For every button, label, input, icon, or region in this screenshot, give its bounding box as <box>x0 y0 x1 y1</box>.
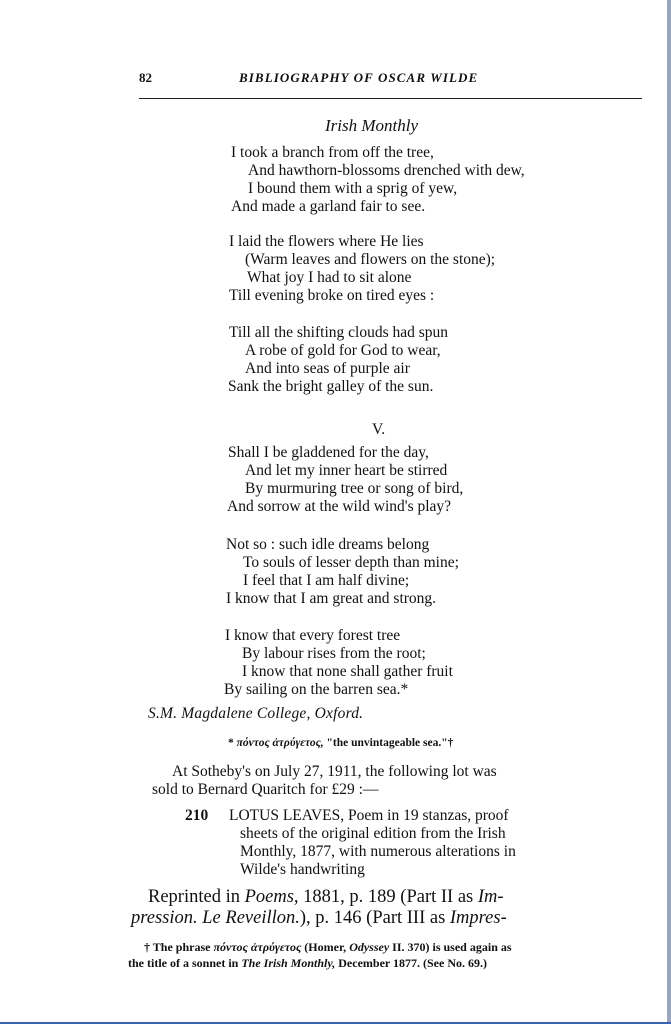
poem-line: A robe of gold for God to wear, <box>245 342 441 359</box>
poem-line: I know that I am great and strong. <box>226 590 437 607</box>
poem-line: Till evening broke on tired eyes : <box>229 287 435 304</box>
poem-line: And made a garland fair to see. <box>231 198 426 215</box>
sale-line-1: At Sotheby's on July 27, 1911, the following lot was <box>172 763 497 780</box>
poem-line: I laid the flowers where He lies <box>229 233 424 250</box>
lot-description: LOTUS LEAVES, Poem in 19 stanzas, proof <box>229 807 509 824</box>
lot-number: 210 <box>185 807 209 824</box>
lot-description: sheets of the original edition from the Irish <box>240 825 506 842</box>
poem-line: I feel that I am half divine; <box>243 572 410 589</box>
footnote-italic: The Irish Monthly, <box>241 956 336 970</box>
running-header <box>139 70 642 92</box>
poem-line: (Warm leaves and flowers on the stone); <box>245 251 496 268</box>
footnote-marker: * <box>228 737 234 749</box>
footnote-text: December 1877. (See No. 69.) <box>335 956 487 970</box>
poem-line: I bound them with a sprig of yew, <box>248 180 458 197</box>
page-number: 82 <box>139 70 152 85</box>
poem-line: I know that none shall gather fruit <box>242 663 453 680</box>
poem-line: By murmuring tree or song of bird, <box>245 480 464 497</box>
poem-line: Shall I be gladdened for the day, <box>228 444 429 461</box>
poem-line: And hawthorn-blossoms drenched with dew, <box>248 162 525 179</box>
sale-line-2: sold to Bernard Quaritch for £29 :— <box>152 781 379 798</box>
poem-line: By labour rises from the root; <box>242 645 426 662</box>
footnote-dagger-line-1 <box>144 940 512 955</box>
poem-line: To souls of lesser depth than mine; <box>243 554 459 571</box>
poem-line: What joy I had to sit alone <box>247 269 412 286</box>
greek-phrase: πόντος ἀτρύγετος, <box>236 737 324 749</box>
poem-line: And into seas of purple air <box>245 360 410 377</box>
footnote-dagger-line-2 <box>128 956 487 971</box>
running-title: BIBLIOGRAPHY OF OSCAR WILDE <box>239 70 479 85</box>
header-rule <box>139 98 642 99</box>
poem-line: Till all the shifting clouds had spun <box>229 324 449 341</box>
poem-line: By sailing on the barren sea.* <box>224 681 409 698</box>
greek-phrase: πόντος ἀτρύγετος <box>213 940 302 954</box>
reprint-line-1 <box>148 886 504 908</box>
section-number: V. <box>372 421 386 438</box>
poem-line: And sorrow at the wild wind's play? <box>227 498 452 515</box>
reprint-italic: Le Reveillon. <box>202 908 300 928</box>
footnote-italic: Odyssey <box>349 940 390 954</box>
poem-line: I know that every forest tree <box>225 627 401 644</box>
footnote-star <box>228 734 453 752</box>
footnote-text: II. 370) is used again as <box>389 940 512 954</box>
reprint-text: ), p. 146 (Part III as <box>299 908 450 928</box>
poem-line: Sank the bright galley of the sun. <box>228 378 434 395</box>
reprint-text: 1881, p. 189 (Part II as <box>298 887 478 907</box>
poem-line: Not so : such idle dreams belong <box>226 536 430 553</box>
reprint-italic: Impres- <box>449 908 507 928</box>
footnote-text: (Homer, <box>301 940 350 954</box>
reprint-italic: Poems, <box>244 887 299 907</box>
reprint-italic: Im- <box>477 887 504 907</box>
footnote-text: the title of a sonnet in <box>128 956 242 970</box>
page-edge <box>667 0 671 1024</box>
reprint-italic: pression. <box>131 908 198 928</box>
publication-title: Irish Monthly <box>325 116 419 135</box>
lot-description: Wilde's handwriting <box>240 861 365 878</box>
poem-line: I took a branch from off the tree, <box>231 144 434 161</box>
footnote-text: † The phrase <box>144 940 214 954</box>
poem-signature: S.M. Magdalene College, Oxford. <box>148 705 364 722</box>
poem-line: And let my inner heart be stirred <box>245 462 448 479</box>
lot-description: Monthly, 1877, with numerous alterations in <box>240 843 516 860</box>
reprint-line-2 <box>131 907 507 929</box>
reprint-text: Reprinted in <box>148 887 245 907</box>
footnote-translation: "the unvintageable sea."† <box>326 737 454 749</box>
